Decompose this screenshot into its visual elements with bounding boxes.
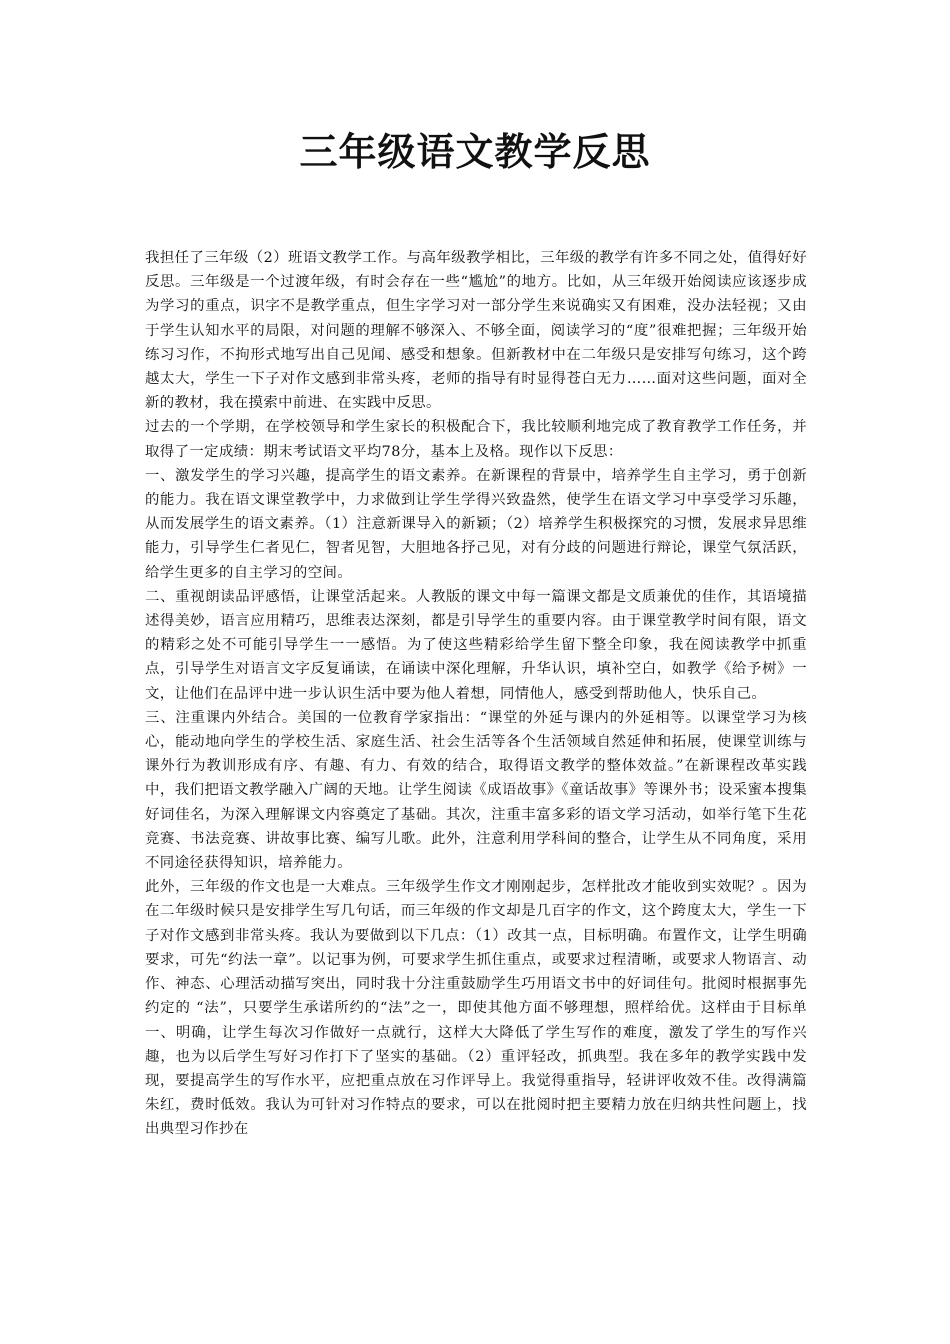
paragraph-section-2: 二、重视朗读品评感悟，让课堂活起来。人教版的课文中每一篇课文都是文质兼优的佳作，其语境描述得美妙，语言应用精巧，思维表达深刻，都是引导学生的重要内容。由于课堂教学时间有限，语文的精彩之处不可能引导学生一一感悟。为了使这些精彩给学生留下整全印象，我在阅读教学中抓重点，引导学生对语言文字反复诵读，在诵读中深化理解，升华认识，填补空白，如教学《给予树》一文，让他们在品评中进一步认识生活中要为他人着想，同情他人，感受到帮助他人，快乐自己。 <box>145 588 807 702</box>
paragraph-summary: 过去的一个学期，在学校领导和学生家长的积极配合下，我比较顺利地完成了教育教学工作任务，并取得了一定成绩：期末考试语文平均78分，基本上及格。现作以下反思： <box>145 419 807 460</box>
paragraph-intro: 我担任了三年级（2）班语文教学工作。与高年级教学相比，三年级的教学有许多不同之处，值得好好反思。三年级是一个过渡年级，有时会存在一些“尴尬”的地方。比如，从三年级开始阅读应该逐步成为学习的重点，识字不是教学重点，但生字学习对一部分学生来说确实又有困难，没办法轻视；又由于学生认知水平的局限，对问题的理解不够深入、不够全面，阅读学习的“度”很难把握；三年级开始练习习作，不拘形式地写出自己见闻、感受和想象。但新教材中在二年级只是安排写句练习，这个跨越太大，学生一下子对作文感到非常头疼，老师的指导有时显得苍白无力……面对这些问题，面对全新的教材，我在摸索中前进、在实践中反思。 <box>145 250 807 412</box>
paragraph-section-3: 三、注重课内外结合。美国的一位教育学家指出：“课堂的外延与课内的外延相等。以课堂学习为核心，能动地向学生的学校生活、家庭生活、社会生活等各个生活领域自然延伸和拓展，使课堂训练与课外行为教训形成有序、有趣、有力、有效的结合，取得语文教学的整体效益。”在新课程改革实践中，我们把语文教学融入广阔的天地。让学生阅读《成语故事》《童话故事》等课外书；设采蜜本搜集好词佳名，为深入理解课文内容奠定了基础。其次，注重丰富多彩的语文学习活动，如举行笔下生花竞赛、书法竞赛、讲故事比赛、编写儿歌。此外，注意利用学科间的整合，让学生从不同角度，采用不同途径获得知识，培养能力。 <box>145 709 807 872</box>
document-title: 三年级语文教学反思 <box>299 130 651 174</box>
paragraph-composition: 此外，三年级的作文也是一大难点。三年级学生作文才刚刚起步，怎样批改才能收到实效呢？。因为在二年级时候只是安排学生写几句话，而三年级的作文却是几百字的作文，这个跨度太大，学生一下子对作文感到非常头疼。我认为要做到以下几点：（1）改其一点，目标明确。布置作文，让学生明确要求，可先“约法一章”。以记事为例，可要求学生抓住重点，或要求过程清晰，或要求人物语言、动作、神态、心理活动描写突出，同时我十分注重鼓励学生巧用语文书中的好词佳句。批阅时根据事先约定的 “法”，只要学生承诺所约的“法”之一，即使其他方面不够理想，照样给优。这样由于目标单一、明确，让学生每次习作做好一点就行，这样大大降低了学生写作的难度，激发了学生的写作兴趣，也为以后学生写好习作打下了坚实的基础。（2）重评轻改，抓典型。我在多年的教学实践中发现，要提高学生的写作水平，应把重点放在习作评导上。我觉得重指导，轻讲评收效不佳。改得满篇朱红，费时低效。我认为可针对习作特点的要求，可以在批阅时把主要精力放在归纳共性问题上，找出典型习作抄在 <box>145 879 807 1138</box>
paragraph-section-1: 一、激发学生的学习兴趣，提高学生的语文素养。在新课程的背景中，培养学生自主学习，勇于创新的能力。我在语文课堂教学中，力求做到让学生学得兴致盎然，使学生在语文学习中享受学习乐趣，从而发展学生的语文素养。（1）注意新课导入的新颖；（2）培养学生积极探究的习惯，发展求异思维能力，引导学生仁者见仁，智者见智，大胆地各抒己见，对有分歧的问题进行辩论，课堂气氛活跃，给学生更多的自主学习的空间。 <box>145 467 807 581</box>
document-body <box>145 246 807 1142</box>
